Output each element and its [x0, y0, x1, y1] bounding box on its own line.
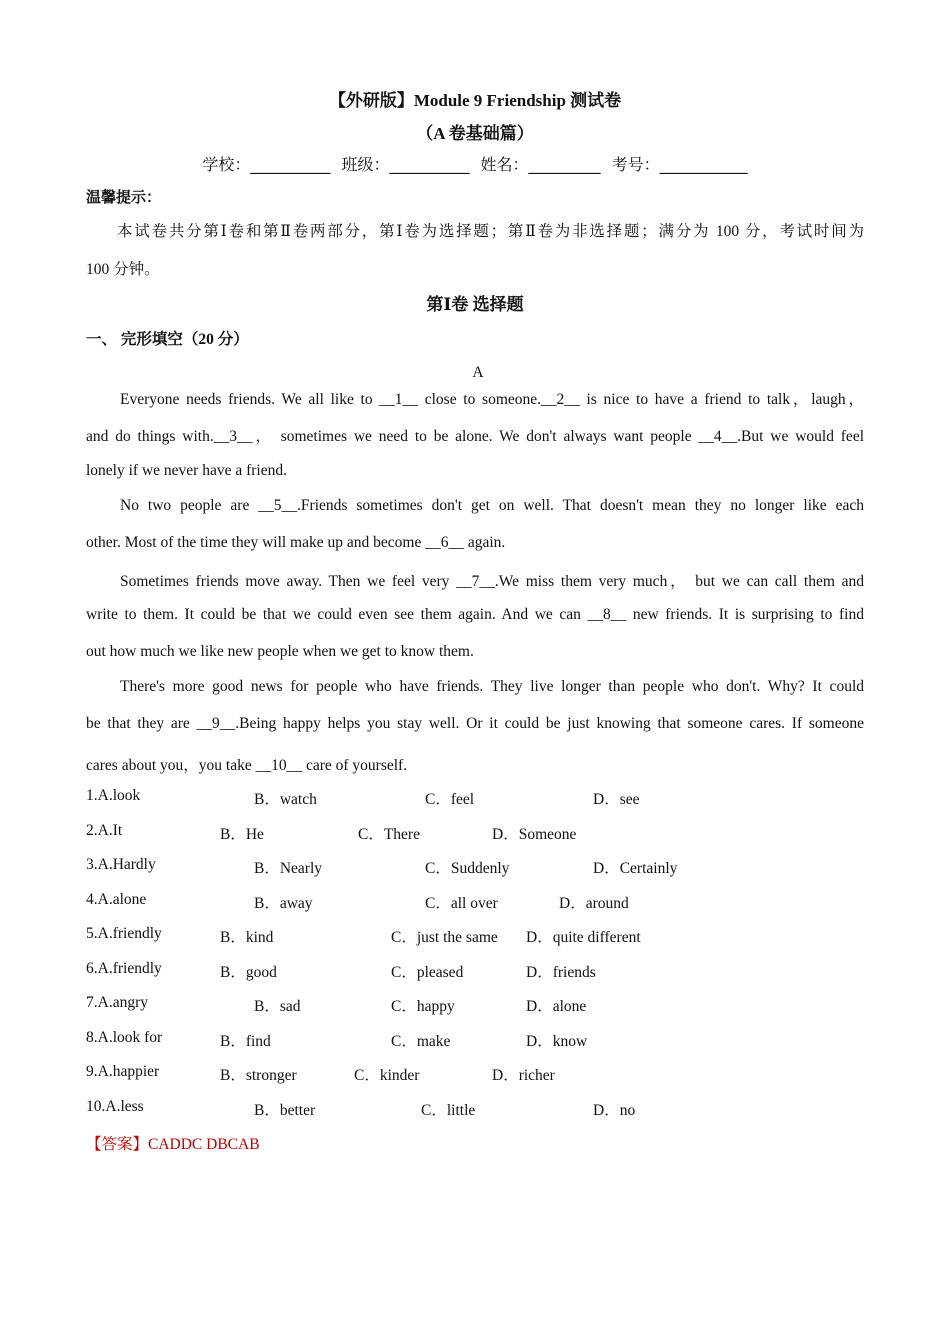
part-title: 一、 完形填空（20 分） — [86, 331, 249, 348]
passage-line: write to them. It could be that we could even see them again. And we can __8__ new friends. It is surprising to find — [86, 606, 864, 623]
option-d: D．richer — [492, 1067, 555, 1084]
option-d: D．know — [526, 1033, 588, 1050]
class-field: 班级：__________ — [341, 155, 470, 174]
section-title: 第Ⅰ卷 选择题 — [426, 295, 524, 314]
passage-line: cares about you，you take __10__ care of yourself. — [86, 757, 408, 774]
option-b: B．good — [220, 964, 277, 981]
tips-heading: 温馨提示： — [86, 190, 162, 206]
option-c: C．pleased — [391, 964, 464, 981]
option-b: B．better — [254, 1102, 316, 1119]
option-c: C．kinder — [354, 1067, 420, 1084]
option-d: D．friends — [526, 964, 596, 981]
option-b: B．stronger — [220, 1067, 297, 1084]
exam-number-field: 考号：___________ — [611, 155, 748, 174]
passage-line: Sometimes friends move away. Then we feel very __7__.We miss them very much， but we can call them and — [120, 573, 864, 590]
option-d: D．see — [593, 791, 640, 808]
option-d: D．Certainly — [593, 860, 678, 877]
name-field: 姓名：_________ — [480, 155, 601, 174]
option-a: 4.A.alone — [86, 891, 147, 908]
option-c: C．feel — [425, 791, 475, 808]
document-title: 【外研版】Module 9 Friendship 测试卷 — [328, 91, 622, 110]
option-a: 10.A.less — [86, 1098, 144, 1115]
option-a: 5.A.friendly — [86, 925, 162, 942]
passage-line: There's more good news for people who have friends. They live longer than people who don't. Why? It could — [120, 678, 864, 695]
passage-line: No two people are __5__.Friends sometimes don't get on well. That doesn't mean they no longer like each — [120, 497, 864, 514]
passage-line: Everyone needs friends. We all like to __1__ close to someone.__2__ is nice to have a friend to talk，laugh， — [120, 391, 864, 408]
option-a: 3.A.Hardly — [86, 856, 156, 873]
option-b: B．away — [254, 895, 313, 912]
option-b: B．He — [220, 826, 264, 843]
option-b: B．find — [220, 1033, 271, 1050]
option-b: B．Nearly — [254, 860, 323, 877]
option-b: B．watch — [254, 791, 317, 808]
school-field: 学校：__________ — [202, 155, 331, 174]
passage-line: be that they are __9__.Being happy helps you stay well. Or it could be just knowing that someone cares. If someone — [86, 715, 864, 732]
option-b: B．sad — [254, 998, 301, 1015]
passage-line: lonely if we never have a friend. — [86, 462, 287, 479]
tips-line-1: 本试卷共分第Ⅰ卷和第Ⅱ卷两部分，第Ⅰ卷为选择题；第Ⅱ卷为非选择题；满分为 100 分，考试时间为 — [117, 223, 864, 240]
option-c: C．make — [391, 1033, 451, 1050]
option-d: D．quite different — [526, 929, 641, 946]
tips-line-2: 100 分钟。 — [86, 261, 160, 278]
option-a: 2.A.It — [86, 822, 123, 839]
answer-key: 【答案】CADDC DBCAB — [86, 1136, 260, 1153]
option-d: D．around — [559, 895, 629, 912]
option-d: D．no — [593, 1102, 636, 1119]
option-a: 8.A.look for — [86, 1029, 163, 1046]
option-b: B．kind — [220, 929, 274, 946]
option-a: 7.A.angry — [86, 994, 148, 1011]
option-c: C．happy — [391, 998, 455, 1015]
option-c: C．little — [421, 1102, 476, 1119]
option-c: C．Suddenly — [425, 860, 510, 877]
student-info-line — [0, 152, 950, 175]
document-subtitle: （A 卷基础篇） — [416, 124, 534, 143]
passage-line: other. Most of the time they will make up and become __6__ again. — [86, 534, 506, 551]
passage-line: and do things with.__3__， sometimes we need to be alone. We don't always want people __4__.But we would feel — [86, 428, 864, 445]
option-a: 1.A.look — [86, 787, 141, 804]
option-c: C．There — [358, 826, 420, 843]
passage-letter: A — [472, 364, 484, 381]
option-d: D．Someone — [492, 826, 577, 843]
option-a: 6.A.friendly — [86, 960, 162, 977]
option-c: C．just the same — [391, 929, 498, 946]
option-a: 9.A.happier — [86, 1063, 160, 1080]
option-d: D．alone — [526, 998, 587, 1015]
passage-line: out how much we like new people when we get to know them. — [86, 643, 474, 660]
option-c: C．all over — [425, 895, 498, 912]
